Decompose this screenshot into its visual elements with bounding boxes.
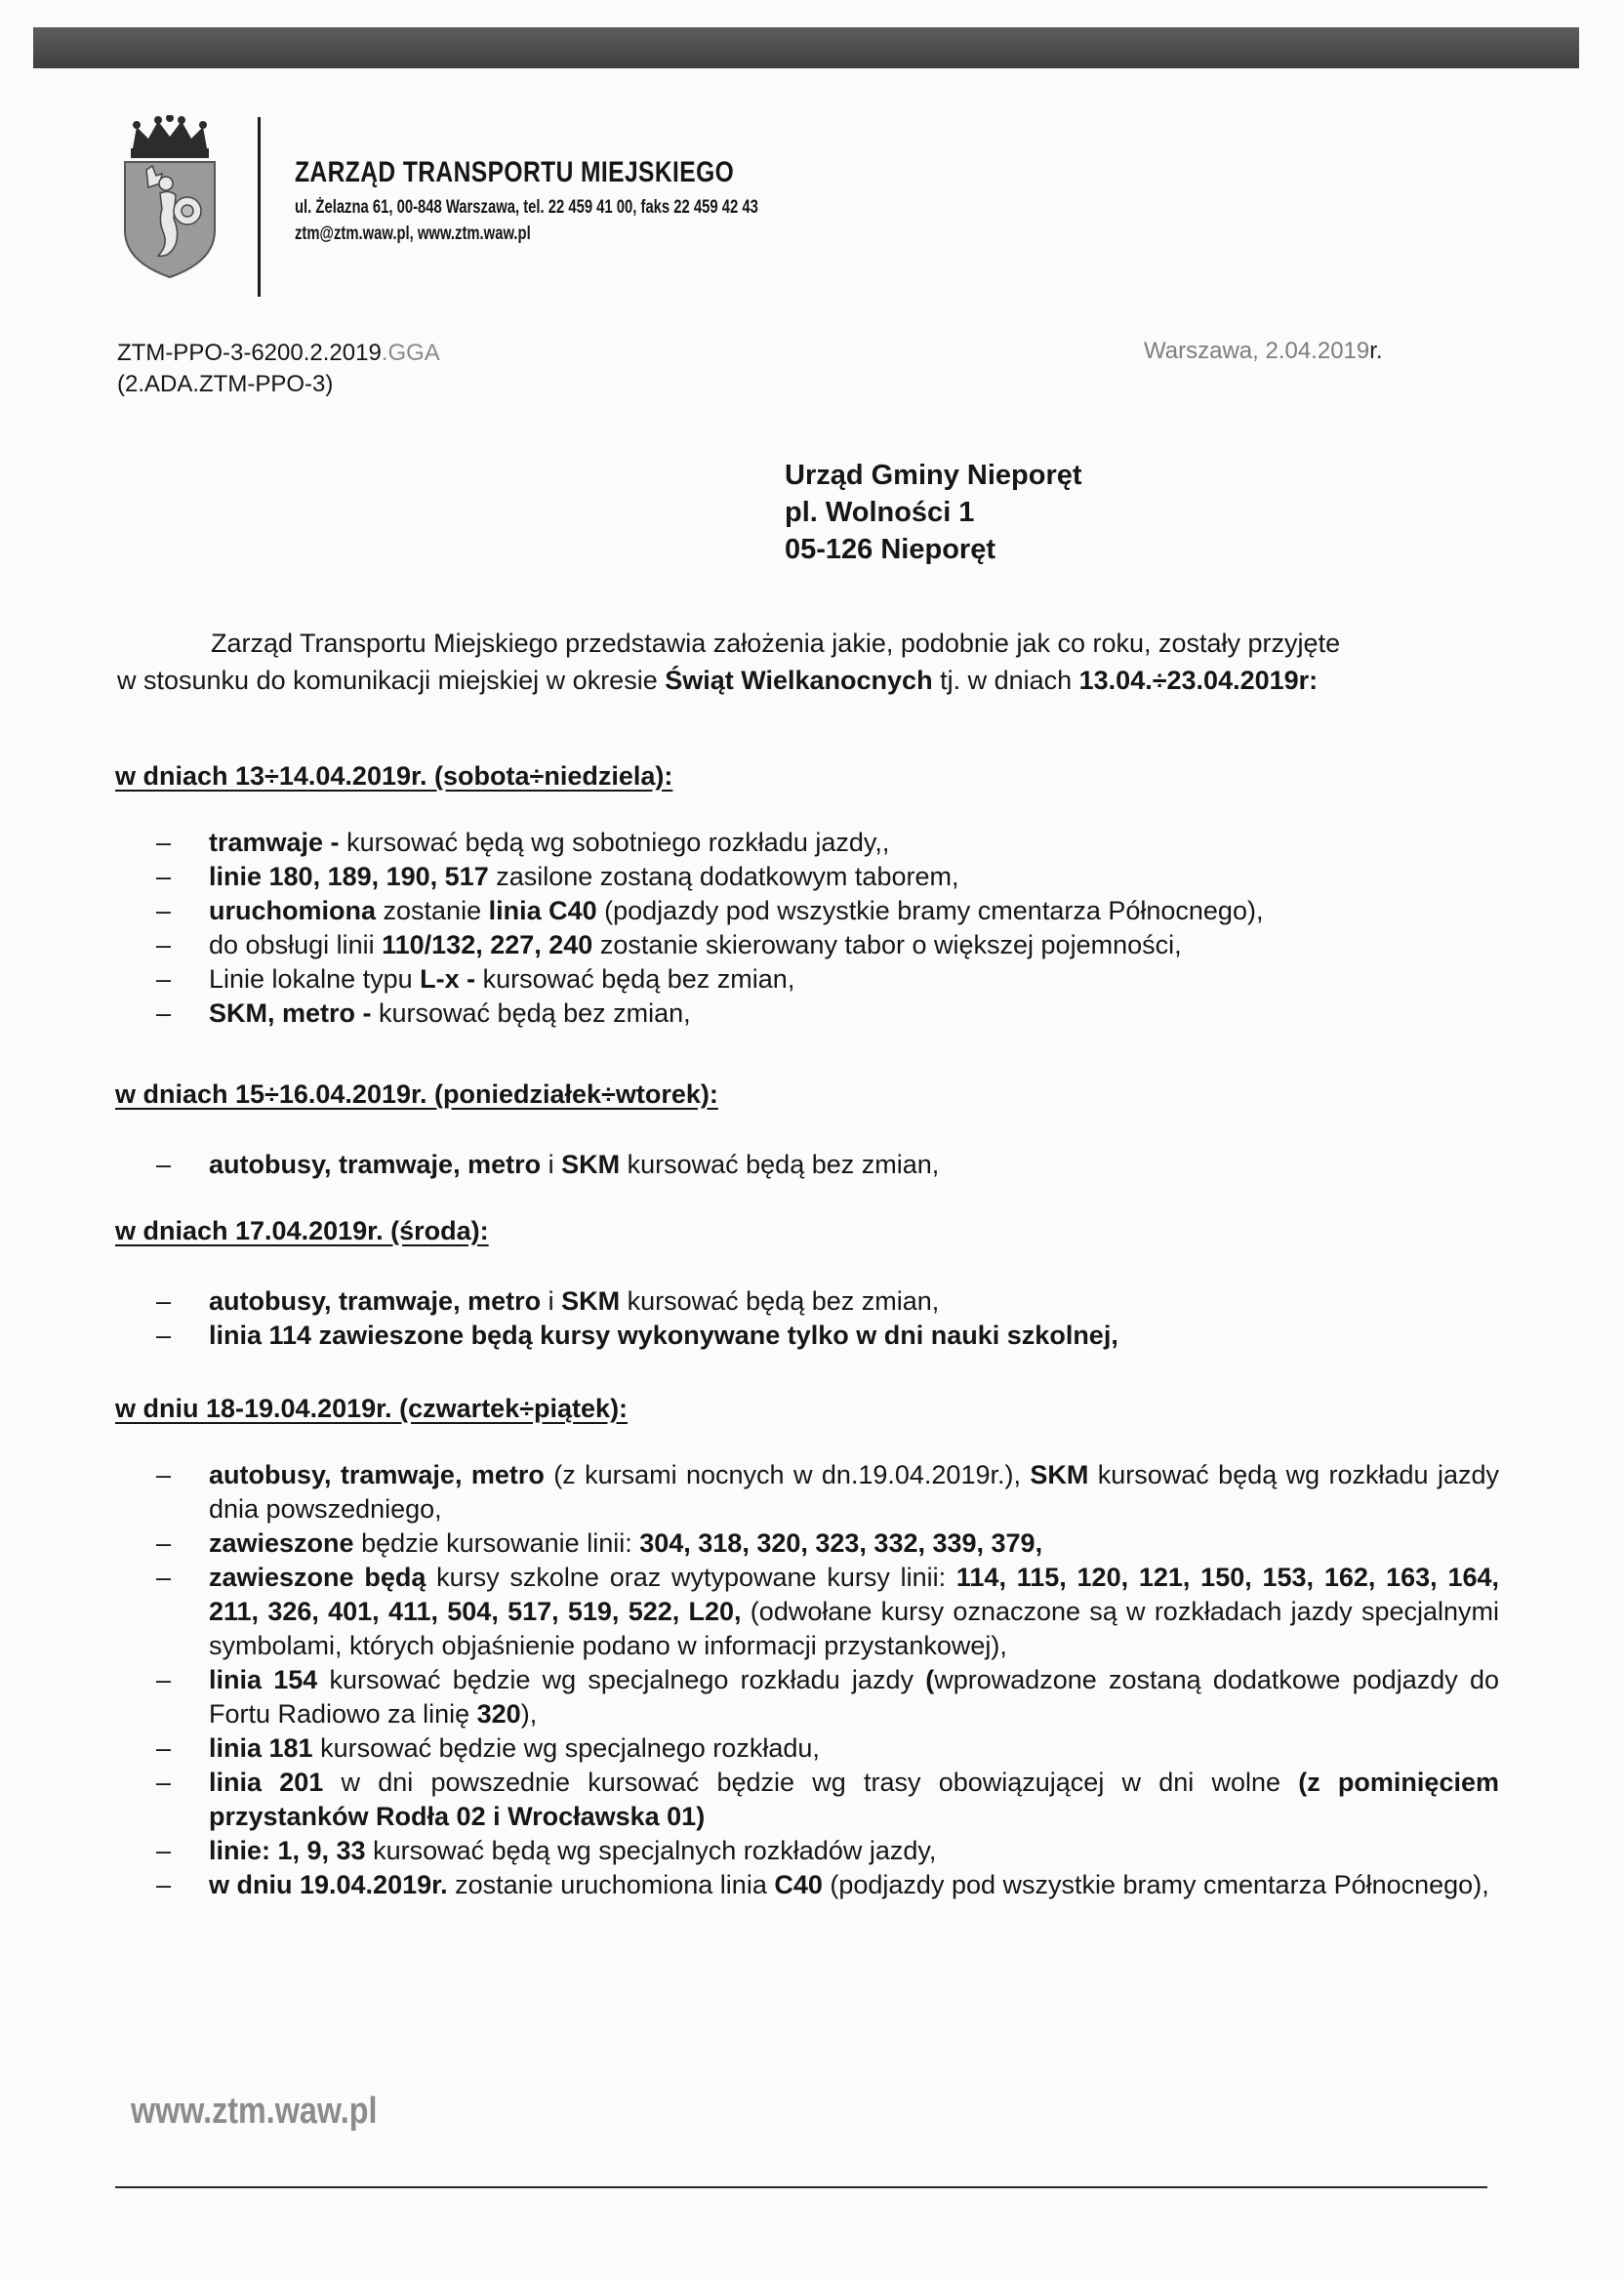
list-item: – zawieszone będą kursy szkolne oraz wytypowane kursy linii: 114, 115, 120, 121, 150, 153, 162, 163, 164, 211, 326, 401, 411, 504, 517, 519, 522, L20, (odwołane kursy oznaczone są w rozkładach jazdy specjalnymi symbolami, których objaśnienie podano w informacji przystankowej), — [156, 1563, 1499, 1660]
list-item: – autobusy, tramwaje, metro i SKM kursować będą bez zmian, — [156, 1286, 940, 1316]
intro-line-1: Zarząd Transportu Miejskiego przedstawia założenia jakie, podobnie jak co roku, zostały przyjęte — [211, 629, 1341, 658]
section-heading: w dniu 18-19.04.2019r. (czwartek÷piątek): — [115, 1394, 629, 1423]
list-item: – autobusy, tramwaje, metro i SKM kursować będą bez zmian, — [156, 1150, 940, 1179]
date-suffix: r. — [1369, 338, 1383, 364]
list-item: – autobusy, tramwaje, metro (z kursami nocnych w dn.19.04.2019r.), SKM kursować będą wg rozkładu jazdy dnia powszedniego, — [156, 1460, 1499, 1524]
addressee-name: Urząd Gminy Nieporęt — [785, 460, 1082, 491]
organization-contact: ztm@ztm.waw.pl, www.ztm.waw.pl — [295, 224, 531, 244]
addressee-block — [785, 457, 1082, 568]
footer-website: www.ztm.waw.pl — [131, 2091, 378, 2132]
list-item: – w dniu 19.04.2019r. zostanie uruchomiona linia C40 (podjazdy pod wszystkie bramy cmentarza Północnego), — [156, 1870, 1489, 1899]
addressee-street: pl. Wolności 1 — [785, 497, 975, 528]
intro-date-range: 13.04.÷23.04.2019r: — [1078, 666, 1319, 695]
section-heading: w dniach 15÷16.04.2019r. (poniedziałek÷wtorek): — [115, 1079, 718, 1109]
section-list — [156, 1284, 1499, 1353]
section-list — [156, 826, 1499, 1031]
intro-paragraph — [117, 625, 1462, 699]
addressee-city: 05-126 Nieporęt — [785, 534, 995, 565]
reference-main: ZTM-PPO-3-6200.2.2019 — [117, 340, 382, 366]
reference-suffix: .GGA — [381, 340, 440, 366]
date-value: 2.04.2019 — [1265, 338, 1370, 364]
warsaw-coat-of-arms-icon — [119, 115, 221, 281]
section-list — [156, 1148, 1499, 1182]
organization-address: ul. Żelazna 61, 00-848 Warszawa, tel. 22 459 41 00, faks 22 459 42 43 — [295, 197, 758, 218]
organization-name: ZARZĄD TRANSPORTU MIEJSKIEGO — [295, 156, 735, 188]
section-heading: w dniach 17.04.2019r. (środa): — [115, 1216, 489, 1245]
list-item: – linie 180, 189, 190, 517 zasilone zostaną dodatkowym taborem, — [156, 862, 959, 891]
intro-line-2 — [117, 662, 1462, 699]
intro-holiday: Świąt Wielkanocnych — [665, 666, 933, 695]
letter-date — [1144, 338, 1383, 365]
reference-number — [117, 338, 440, 400]
list-item: – linie: 1, 9, 33 kursować będą wg specjalnych rozkładów jazdy, — [156, 1836, 937, 1865]
date-city: Warszawa, — [1144, 338, 1266, 364]
list-item: – linia 181 kursować będzie wg specjalnego rozkładu, — [156, 1733, 820, 1763]
section-heading: w dniach 13÷14.04.2019r. (sobota÷niedziela): — [115, 761, 673, 791]
section-list — [156, 1458, 1499, 1902]
list-item: – linia 114 zawieszone będą kursy wykonywane tylko w dni nauki szkolnej, — [156, 1321, 1118, 1350]
header-divider — [258, 117, 261, 297]
list-item: – linia 154 kursować będzie wg specjalnego rozkładu jazdy (wprowadzone zostaną dodatkowe podjazdy do Fortu Radiowo za linię 320), — [156, 1665, 1499, 1729]
list-item: – do obsługi linii 110/132, 227, 240 zostanie skierowany tabor o większej pojemności, — [156, 930, 1182, 959]
list-item: – uruchomiona zostanie linia C40 (podjazdy pod wszystkie bramy cmentarza Północnego), — [156, 896, 1264, 925]
list-item: – zawieszone będzie kursowanie linii: 304, 318, 320, 323, 332, 339, 379, — [156, 1528, 1043, 1558]
footer-divider — [115, 2186, 1487, 2188]
scan-top-bar — [33, 27, 1579, 68]
list-item: – Linie lokalne typu L-x - kursować będą bez zmian, — [156, 964, 795, 994]
list-item: – SKM, metro - kursować będą bez zmian, — [156, 998, 691, 1028]
list-item: – tramwaje - kursować będą wg sobotniego rozkładu jazdy,, — [156, 828, 890, 857]
reference-secondary: (2.ADA.ZTM-PPO-3) — [117, 371, 334, 397]
intro-text: w stosunku do komunikacji miejskiej w okresie — [117, 666, 666, 695]
intro-text: tj. w dniach — [932, 666, 1079, 695]
list-item: – linia 201 w dni powszednie kursować będzie wg trasy obowiązującej w dni wolne (z pominięciem przystanków Rodła 02 i Wrocławska 01) — [156, 1768, 1499, 1831]
letterhead — [295, 156, 889, 245]
